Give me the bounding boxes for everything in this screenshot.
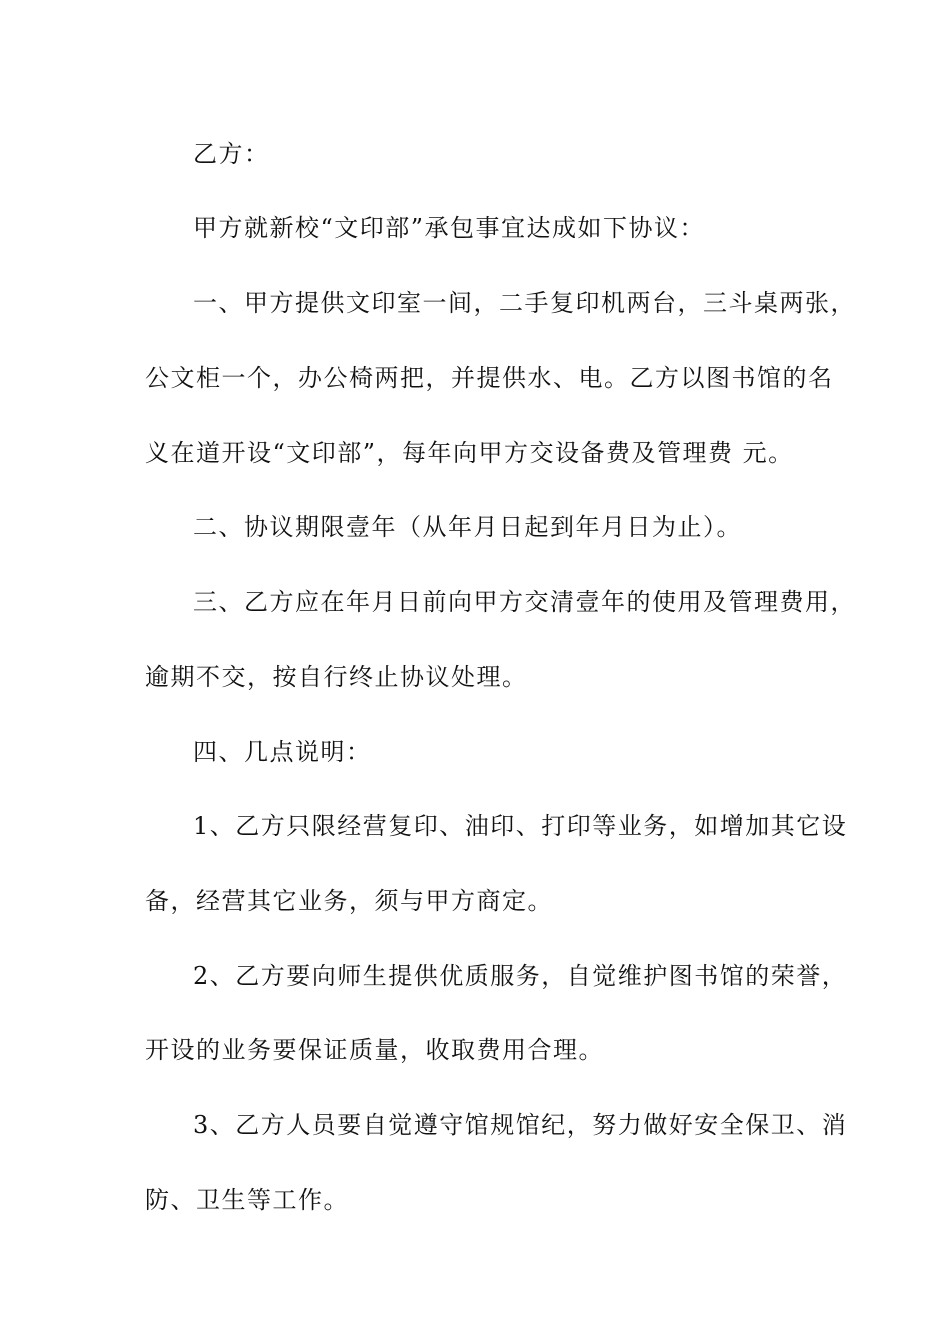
clause-3-line-1: 三、乙方应在年月日前向甲方交清壹年的使用及管理费用， bbox=[193, 588, 856, 616]
clause-1-line-3: 义在道开设“文印部”，每年向甲方交设备费及管理费 元。 bbox=[145, 439, 794, 467]
party-b-label: 乙方： bbox=[193, 140, 270, 168]
clause-1-line-1: 一、甲方提供文印室一间，二手复印机两台，三斗桌两张， bbox=[193, 289, 856, 317]
clause-4-heading: 四、几点说明： bbox=[193, 738, 372, 766]
clause-2: 二、协议期限壹年（从年月日起到年月日为止）。 bbox=[193, 513, 742, 541]
note-2-line-1: 2、乙方要向师生提供优质服务，自觉维护图书馆的荣誉， bbox=[193, 962, 848, 990]
note-1-line-1: 1、乙方只限经营复印、油印、打印等业务，如增加其它设 bbox=[193, 812, 848, 840]
clause-3-line-2: 逾期不交，按自行终止协议处理。 bbox=[145, 663, 528, 691]
clause-1-line-2: 公文柜一个，办公椅两把，并提供水、电。乙方以图书馆的名 bbox=[145, 364, 834, 392]
agreement-intro: 甲方就新校“文印部”承包事宜达成如下协议： bbox=[193, 214, 706, 242]
note-3-line-1: 3、乙方人员要自觉遵守馆规馆纪，努力做好安全保卫、消 bbox=[193, 1111, 848, 1139]
note-2-line-2: 开设的业务要保证质量，收取费用合理。 bbox=[145, 1036, 604, 1064]
note-3-line-2: 防、卫生等工作。 bbox=[145, 1186, 349, 1214]
note-1-line-2: 备，经营其它业务，须与甲方商定。 bbox=[145, 887, 553, 915]
